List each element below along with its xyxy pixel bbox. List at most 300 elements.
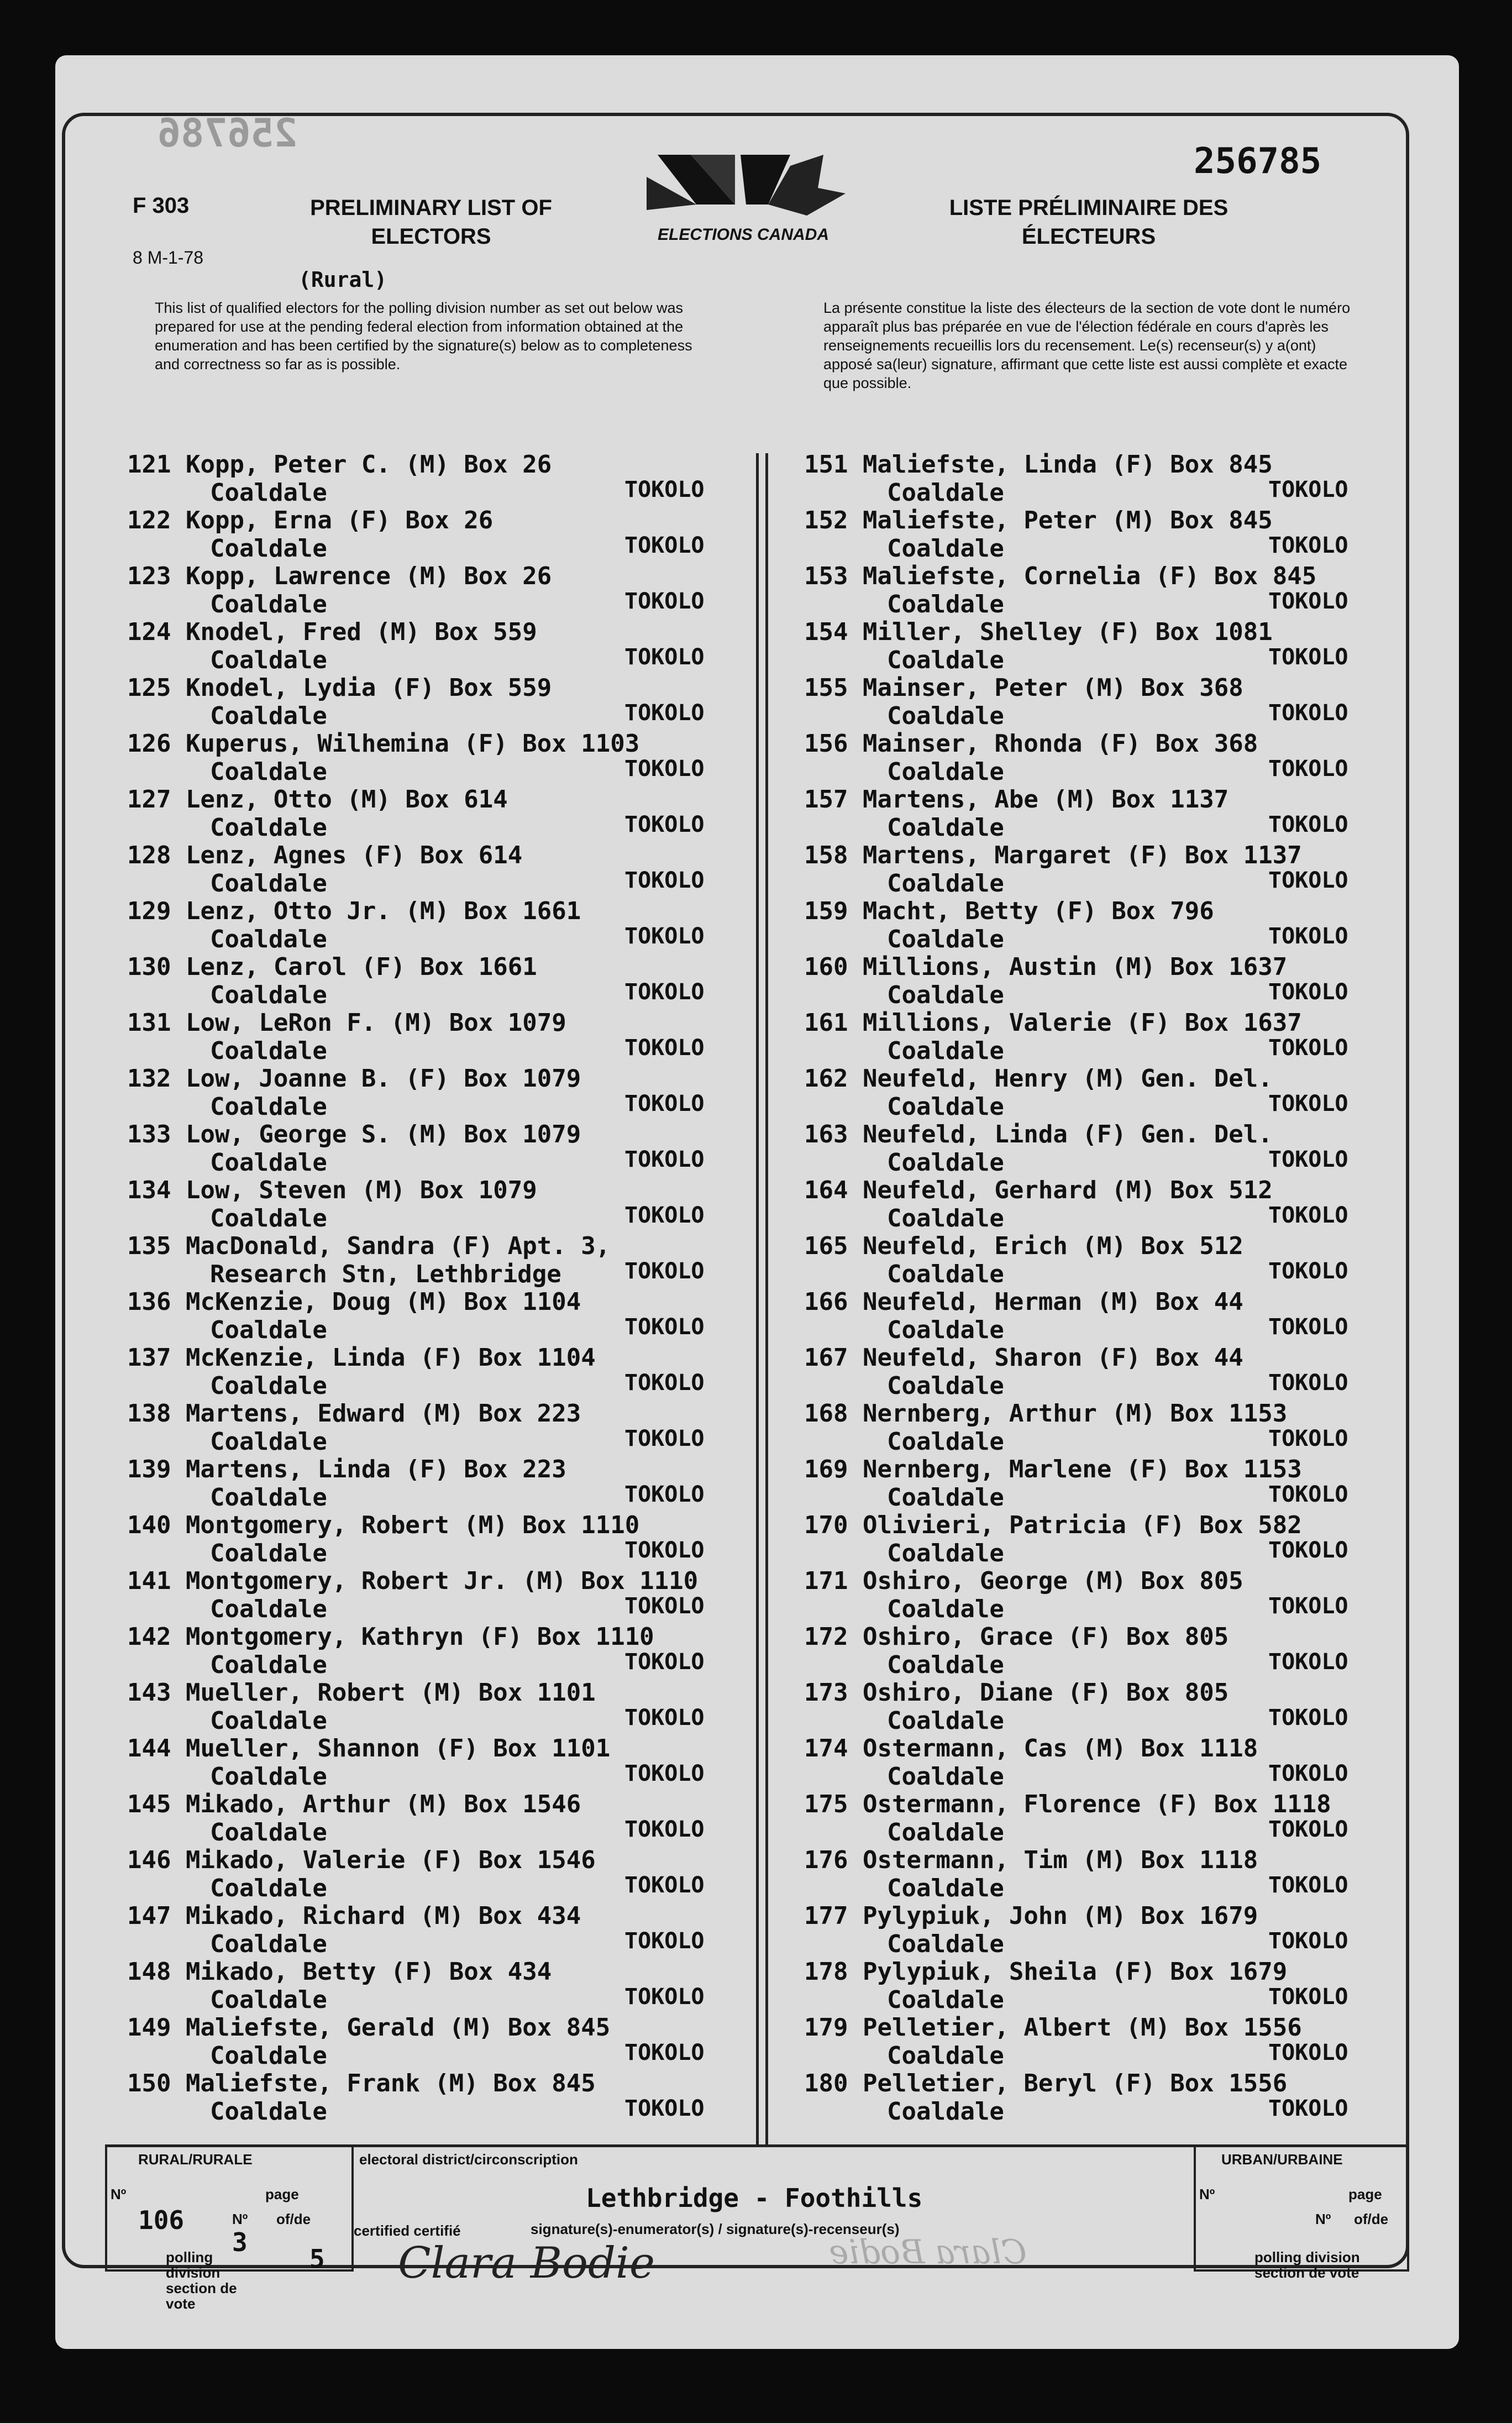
elector-entry xyxy=(804,2069,1287,2126)
poll-tag: TOKOLO xyxy=(624,1873,705,1898)
poll-tag: TOKOLO xyxy=(1268,477,1348,502)
elector-entry xyxy=(127,953,537,1009)
poll-tag: TOKOLO xyxy=(624,1761,705,1786)
elector-details: Maliefste, Frank (M) Box 845 xyxy=(185,2069,596,2097)
elector-entry xyxy=(804,1120,1273,1177)
elector-place: Research Stn, Lethbridge xyxy=(210,1260,561,1288)
elector-name: 125 xyxy=(127,674,171,702)
elector-place: Coaldale xyxy=(210,646,327,674)
elector-name: 147 xyxy=(127,1902,171,1930)
elector-details: Knodel, Lydia (F) Box 559 xyxy=(185,674,552,702)
poll-tag: TOKOLO xyxy=(1268,924,1348,949)
elector-place: Coaldale xyxy=(887,1037,1004,1065)
elector-name: 129 xyxy=(127,897,171,925)
elector-entry xyxy=(127,1399,581,1456)
elector-entry xyxy=(127,674,552,730)
elector-place: Coaldale xyxy=(887,1595,1004,1623)
elector-place: Coaldale xyxy=(210,1595,327,1623)
elector-name: 123 xyxy=(127,562,171,590)
poll-tag: TOKOLO xyxy=(1268,1984,1348,2010)
elector-name: 140 xyxy=(127,1511,171,1539)
polling-division-label: polling division section de vote xyxy=(166,2249,237,2312)
elector-place: Coaldale xyxy=(210,1372,327,1400)
elector-name: 156 xyxy=(804,730,848,758)
rural-label: RURAL/RURALE xyxy=(138,2151,253,2168)
poll-tag: TOKOLO xyxy=(624,1091,705,1116)
poll-tag: TOKOLO xyxy=(1268,1147,1348,1172)
poll-tag: TOKOLO xyxy=(1268,1873,1348,1898)
elector-details: Mueller, Robert (M) Box 1101 xyxy=(185,1679,596,1707)
elector-details: Montgomery, Robert (M) Box 1110 xyxy=(185,1511,640,1539)
page-total: 5 xyxy=(309,2244,325,2274)
elector-name: 179 xyxy=(804,2013,848,2042)
elector-place: Coaldale xyxy=(887,1539,1004,1567)
elector-name: 174 xyxy=(804,1734,848,1763)
elector-place: Coaldale xyxy=(210,2042,327,2070)
elector-place: Coaldale xyxy=(210,1204,327,1233)
elector-details: Martens, Linda (F) Box 223 xyxy=(185,1455,566,1483)
signature-caption: signature(s)-enumerator(s) / signature(s)-recenseur(s) xyxy=(531,2221,900,2237)
elector-details: Mikado, Arthur (M) Box 1546 xyxy=(185,1790,581,1818)
elector-details: Low, George S. (M) Box 1079 xyxy=(185,1120,581,1148)
elector-entry xyxy=(127,562,552,618)
poll-tag: TOKOLO xyxy=(624,1984,705,2010)
elector-details: Mueller, Shannon (F) Box 1101 xyxy=(185,1734,611,1763)
elector-place: Coaldale xyxy=(887,2042,1004,2070)
elector-details: Maliefste, Peter (M) Box 845 xyxy=(862,506,1273,534)
poll-tag: TOKOLO xyxy=(1268,644,1348,670)
elector-place: Coaldale xyxy=(887,869,1004,898)
elector-place: Coaldale xyxy=(210,2097,327,2126)
elector-name: 177 xyxy=(804,1902,848,1930)
poll-tag: TOKOLO xyxy=(624,756,705,782)
elector-place: Coaldale xyxy=(887,814,1004,842)
elector-entry xyxy=(127,1344,596,1400)
elector-place: Coaldale xyxy=(887,981,1004,1009)
elector-entry xyxy=(127,1958,552,2014)
elector-name: 141 xyxy=(127,1567,171,1595)
poll-tag: TOKOLO xyxy=(1268,533,1348,558)
elector-details: Maliefste, Cornelia (F) Box 845 xyxy=(862,562,1317,590)
elector-name: 137 xyxy=(127,1344,171,1372)
elector-name: 126 xyxy=(127,730,171,758)
elector-entry xyxy=(804,506,1273,563)
poll-tag: TOKOLO xyxy=(1268,1314,1348,1340)
elector-details: Oshiro, Diane (F) Box 805 xyxy=(862,1679,1229,1707)
elector-name: 131 xyxy=(127,1009,171,1037)
intro-french: La présente constitue la liste des électeurs de la section de vote dont le numéro apparaît plus bas préparée en vue de l'élection fédérale en cours d'après les renseignements recueillis lors du recensement. Le(s) recenseur(s) y a(ont) apposé sa(leur) signature, affirmant que cette liste est aussi complète et exacte que possible. xyxy=(823,300,1351,391)
elector-name: 127 xyxy=(127,785,171,814)
of-label: of/de xyxy=(276,2211,311,2227)
elector-entry xyxy=(127,1679,596,1735)
elector-place: Coaldale xyxy=(210,702,327,730)
poll-tag: TOKOLO xyxy=(624,1928,705,1954)
elector-entry xyxy=(127,730,639,786)
elector-name: 134 xyxy=(127,1176,171,1204)
elector-details: Neufeld, Sharon (F) Box 44 xyxy=(862,1344,1243,1372)
elector-details: Martens, Abe (M) Box 1137 xyxy=(862,785,1229,814)
elector-name: 175 xyxy=(804,1790,848,1818)
elector-name: 164 xyxy=(804,1176,848,1204)
elector-name: 135 xyxy=(127,1232,171,1260)
elector-place: Coaldale xyxy=(887,1651,1004,1679)
elector-place: Coaldale xyxy=(887,1874,1004,1902)
elector-details: Mikado, Betty (F) Box 434 xyxy=(185,1958,552,1986)
elector-place: Coaldale xyxy=(887,479,1004,507)
elector-place: Coaldale xyxy=(210,534,327,563)
elector-details: Knodel, Fred (M) Box 559 xyxy=(185,618,537,646)
elector-name: 124 xyxy=(127,618,171,646)
elector-place: Coaldale xyxy=(887,1986,1004,2014)
elector-name: 128 xyxy=(127,841,171,869)
elector-entry xyxy=(804,841,1302,898)
elector-entry xyxy=(804,674,1243,730)
form-number: F 303 xyxy=(133,193,190,218)
elector-entry xyxy=(127,2013,610,2070)
poll-tag: TOKOLO xyxy=(1268,1649,1348,1675)
poll-tag: TOKOLO xyxy=(624,1426,705,1451)
elector-name: 162 xyxy=(804,1064,848,1093)
elector-details: Millions, Austin (M) Box 1637 xyxy=(862,953,1288,981)
poll-tag: TOKOLO xyxy=(624,924,705,949)
elector-name: 161 xyxy=(804,1009,848,1037)
elector-entry xyxy=(804,1455,1302,1512)
elector-place: Coaldale xyxy=(210,1037,327,1065)
elector-name: 176 xyxy=(804,1846,848,1874)
elector-name: 150 xyxy=(127,2069,171,2097)
elector-details: Lenz, Otto Jr. (M) Box 1661 xyxy=(185,897,581,925)
poll-tag: TOKOLO xyxy=(624,1817,705,1842)
elector-entry xyxy=(804,785,1229,842)
elector-details: Maliefste, Gerald (M) Box 845 xyxy=(185,2013,611,2042)
polling-division-number: 106 xyxy=(138,2205,185,2235)
elector-details: Mikado, Valerie (F) Box 1546 xyxy=(185,1846,596,1874)
poll-tag: TOKOLO xyxy=(624,1147,705,1172)
elector-place: Coaldale xyxy=(210,758,327,786)
signature-bleed: Clara Bodie xyxy=(829,2233,1027,2272)
elector-place: Coaldale xyxy=(887,1372,1004,1400)
elector-entry xyxy=(804,1176,1273,1233)
elector-name: 122 xyxy=(127,506,171,534)
elector-place: Coaldale xyxy=(887,646,1004,674)
elector-details: Low, LeRon F. (M) Box 1079 xyxy=(185,1009,566,1037)
elector-name: 148 xyxy=(127,1958,171,1986)
elector-details: Neufeld, Gerhard (M) Box 512 xyxy=(862,1176,1273,1204)
elector-place: Coaldale xyxy=(887,1148,1004,1177)
elector-name: 136 xyxy=(127,1288,171,1316)
elector-entry xyxy=(804,1399,1287,1456)
poll-tag: TOKOLO xyxy=(1268,700,1348,726)
elector-name: 159 xyxy=(804,897,848,925)
elector-place: Coaldale xyxy=(210,869,327,898)
elector-name: 167 xyxy=(804,1344,848,1372)
elector-details: Miller, Shelley (F) Box 1081 xyxy=(862,618,1273,646)
elector-name: 138 xyxy=(127,1399,171,1428)
elector-name: 168 xyxy=(804,1399,848,1428)
elector-name: 149 xyxy=(127,2013,171,2042)
elector-name: 145 xyxy=(127,1790,171,1818)
elector-entry xyxy=(804,450,1273,507)
elector-details: Lenz, Otto (M) Box 614 xyxy=(185,785,508,814)
poll-tag: TOKOLO xyxy=(1268,812,1348,837)
elector-name: 170 xyxy=(804,1511,848,1539)
poll-tag: TOKOLO xyxy=(1268,1482,1348,1507)
elector-place: Coaldale xyxy=(887,925,1004,953)
elector-entry xyxy=(804,1734,1258,1791)
poll-tag: TOKOLO xyxy=(1268,868,1348,893)
elector-place: Coaldale xyxy=(887,758,1004,786)
form-date: 8 M-1-78 xyxy=(133,248,204,268)
elector-details: Neufeld, Erich (M) Box 512 xyxy=(862,1232,1243,1260)
elector-place: Coaldale xyxy=(887,1483,1004,1512)
elector-details: Kopp, Peter C. (M) Box 26 xyxy=(185,450,552,479)
elector-details: Oshiro, Grace (F) Box 805 xyxy=(862,1623,1229,1651)
poll-tag: TOKOLO xyxy=(624,1314,705,1340)
elector-entry xyxy=(127,841,522,898)
elector-entry xyxy=(127,1511,639,1567)
elector-entry xyxy=(127,1846,596,1902)
elector-entry xyxy=(804,618,1273,674)
elector-details: Pelletier, Beryl (F) Box 1556 xyxy=(862,2069,1288,2097)
elector-name: 151 xyxy=(804,450,848,479)
elector-details: Neufeld, Linda (F) Gen. Del. xyxy=(862,1120,1273,1148)
elector-details: Pylypiuk, John (M) Box 1679 xyxy=(862,1902,1258,1930)
elector-entry xyxy=(127,506,493,563)
poll-tag: TOKOLO xyxy=(624,812,705,837)
elector-name: 146 xyxy=(127,1846,171,1874)
elector-entry xyxy=(127,1734,610,1791)
elector-entry xyxy=(127,1455,566,1512)
poll-tag: TOKOLO xyxy=(624,1649,705,1675)
elector-name: 158 xyxy=(804,841,848,869)
poll-tag: TOKOLO xyxy=(624,2040,705,2065)
elector-place: Coaldale xyxy=(210,1707,327,1735)
elector-place: Coaldale xyxy=(887,1428,1004,1456)
elector-place: Coaldale xyxy=(887,534,1004,563)
elector-place: Coaldale xyxy=(210,814,327,842)
poll-tag: TOKOLO xyxy=(1268,1370,1348,1396)
elector-name: 171 xyxy=(804,1567,848,1595)
elector-details: Mainser, Peter (M) Box 368 xyxy=(862,674,1243,702)
elector-name: 153 xyxy=(804,562,848,590)
elector-name: 143 xyxy=(127,1679,171,1707)
poll-tag: TOKOLO xyxy=(624,644,705,670)
elector-place: Coaldale xyxy=(887,1818,1004,1847)
elector-details: Neufeld, Henry (M) Gen. Del. xyxy=(862,1064,1273,1093)
elector-details: Martens, Edward (M) Box 223 xyxy=(185,1399,581,1428)
elector-details: Lenz, Carol (F) Box 1661 xyxy=(185,953,537,981)
elector-name: 142 xyxy=(127,1623,171,1651)
elector-name: 165 xyxy=(804,1232,848,1260)
title-french: LISTE PRÉLIMINAIRE DES ÉLECTEURS xyxy=(949,196,1229,249)
elector-details: Mainser, Rhonda (F) Box 368 xyxy=(862,730,1258,758)
district-caption: electoral district/circonscription xyxy=(359,2151,578,2168)
elector-entry xyxy=(127,1120,581,1177)
elector-entry xyxy=(804,2013,1302,2070)
elector-entry xyxy=(127,1567,698,1623)
column-divider xyxy=(765,453,768,2144)
polling-division-label: polling division section de vote xyxy=(1254,2249,1360,2281)
serial-number-bleed: 256786 xyxy=(158,111,297,156)
poll-tag: TOKOLO xyxy=(1268,979,1348,1005)
poll-tag: TOKOLO xyxy=(1268,1426,1348,1451)
elector-name: 163 xyxy=(804,1120,848,1148)
poll-tag: TOKOLO xyxy=(1268,2096,1348,2121)
no-label: Nº xyxy=(1315,2211,1331,2227)
elector-name: 133 xyxy=(127,1120,171,1148)
poll-tag: TOKOLO xyxy=(624,979,705,1005)
elector-details: Kopp, Lawrence (M) Box 26 xyxy=(185,562,552,590)
poll-tag: TOKOLO xyxy=(1268,1761,1348,1786)
poll-tag: TOKOLO xyxy=(1268,1035,1348,1061)
elector-place: Coaldale xyxy=(210,1148,327,1177)
elector-name: 166 xyxy=(804,1288,848,1316)
elector-place: Coaldale xyxy=(210,981,327,1009)
page-label: page xyxy=(265,2186,299,2202)
elector-details: Lenz, Agnes (F) Box 614 xyxy=(185,841,523,869)
poll-tag: TOKOLO xyxy=(624,477,705,502)
elector-details: Montgomery, Kathryn (F) Box 1110 xyxy=(185,1623,654,1651)
elector-place: Coaldale xyxy=(210,1483,327,1512)
elector-entry xyxy=(804,1009,1302,1065)
elector-entry xyxy=(804,730,1258,786)
elector-entry xyxy=(804,1958,1287,2014)
poll-tag: TOKOLO xyxy=(624,1705,705,1730)
elector-details: Macht, Betty (F) Box 796 xyxy=(862,897,1214,925)
elector-entry xyxy=(127,897,581,953)
elector-name: 154 xyxy=(804,618,848,646)
elector-name: 152 xyxy=(804,506,848,534)
elector-details: Mikado, Richard (M) Box 434 xyxy=(185,1902,581,1930)
elector-place: Coaldale xyxy=(887,1930,1004,1958)
elector-place: Coaldale xyxy=(210,1093,327,1121)
rural-label: (Rural) xyxy=(298,268,387,292)
elector-entry xyxy=(804,1679,1229,1735)
elector-details: Oshiro, George (M) Box 805 xyxy=(862,1567,1243,1595)
no-label: Nº xyxy=(111,2186,127,2202)
elector-name: 173 xyxy=(804,1679,848,1707)
elector-details: Nernberg, Arthur (M) Box 1153 xyxy=(862,1399,1288,1428)
elector-entry xyxy=(127,785,508,842)
elector-entry xyxy=(127,618,537,674)
elector-entry xyxy=(804,1623,1229,1679)
elector-name: 139 xyxy=(127,1455,171,1483)
elector-name: 130 xyxy=(127,953,171,981)
poll-tag: TOKOLO xyxy=(624,1538,705,1563)
poll-tag: TOKOLO xyxy=(1268,1705,1348,1730)
intro-english: This list of qualified electors for the polling division number as set out below was prepared for use at the pending federal election from information obtained at the enumeration and has been certified by the signature(s) below as to completeness and correctness so far as is possible. xyxy=(155,300,692,373)
elector-entry xyxy=(127,2069,596,2126)
elector-name: 132 xyxy=(127,1064,171,1093)
elector-place: Coaldale xyxy=(210,590,327,618)
elector-details: McKenzie, Doug (M) Box 1104 xyxy=(185,1288,581,1316)
elector-entry xyxy=(804,1790,1331,1847)
elector-details: Millions, Valerie (F) Box 1637 xyxy=(862,1009,1302,1037)
elector-place: Coaldale xyxy=(887,2097,1004,2126)
poll-tag: TOKOLO xyxy=(624,1593,705,1619)
elector-entry xyxy=(804,897,1214,953)
elector-place: Coaldale xyxy=(210,925,327,953)
elector-place: Coaldale xyxy=(887,1763,1004,1791)
elector-details: Ostermann, Florence (F) Box 1118 xyxy=(862,1790,1331,1818)
elector-entry xyxy=(804,562,1316,618)
elector-entry xyxy=(127,1009,566,1065)
poll-tag: TOKOLO xyxy=(624,1203,705,1228)
elector-name: 169 xyxy=(804,1455,848,1483)
poll-tag: TOKOLO xyxy=(1268,1203,1348,1228)
elector-entry xyxy=(127,1902,581,1958)
elector-place: Coaldale xyxy=(210,1651,327,1679)
elector-place: Coaldale xyxy=(887,1093,1004,1121)
elector-place: Coaldale xyxy=(210,1316,327,1344)
elector-entry xyxy=(804,1846,1258,1902)
elector-entry xyxy=(804,1902,1258,1958)
elector-place: Coaldale xyxy=(887,590,1004,618)
elector-details: Maliefste, Linda (F) Box 845 xyxy=(862,450,1273,479)
elector-entry xyxy=(804,1288,1243,1344)
elector-place: Coaldale xyxy=(210,1539,327,1567)
elector-details: Neufeld, Herman (M) Box 44 xyxy=(862,1288,1243,1316)
poll-tag: TOKOLO xyxy=(624,1258,705,1284)
elector-entry xyxy=(804,1567,1243,1623)
column-divider xyxy=(756,453,759,2144)
poll-tag: TOKOLO xyxy=(624,533,705,558)
elector-details: Olivieri, Patricia (F) Box 582 xyxy=(862,1511,1302,1539)
poll-tag: TOKOLO xyxy=(1268,1258,1348,1284)
enumerator-signature: Clara Bodie xyxy=(398,2238,655,2288)
poll-tag: TOKOLO xyxy=(1268,1928,1348,1954)
poll-tag: TOKOLO xyxy=(1268,1593,1348,1619)
elector-place: Coaldale xyxy=(887,1707,1004,1735)
poll-tag: TOKOLO xyxy=(624,589,705,614)
elector-place: Coaldale xyxy=(887,1260,1004,1288)
serial-number: 256785 xyxy=(1194,141,1322,182)
elector-entry xyxy=(127,1176,537,1233)
elector-entry xyxy=(804,1232,1243,1288)
elector-entry xyxy=(804,1511,1302,1567)
elector-details: Kuperus, Wilhemina (F) Box 1103 xyxy=(185,730,640,758)
elector-place: Coaldale xyxy=(210,1818,327,1847)
poll-tag: TOKOLO xyxy=(1268,1538,1348,1563)
elector-place: Coaldale xyxy=(210,1874,327,1902)
elector-details: MacDonald, Sandra (F) Apt. 3, xyxy=(185,1232,611,1260)
elector-details: McKenzie, Linda (F) Box 1104 xyxy=(185,1344,596,1372)
urban-label: URBAN/URBAINE xyxy=(1221,2151,1343,2168)
elector-entry xyxy=(804,953,1287,1009)
elector-details: Martens, Margaret (F) Box 1137 xyxy=(862,841,1302,869)
elector-name: 180 xyxy=(804,2069,848,2097)
poll-tag: TOKOLO xyxy=(1268,756,1348,782)
poll-tag: TOKOLO xyxy=(1268,1817,1348,1842)
elector-place: Coaldale xyxy=(210,1428,327,1456)
elector-entry xyxy=(127,1288,581,1344)
elector-place: Coaldale xyxy=(210,1930,327,1958)
logo-text: ELECTIONS CANADA xyxy=(657,225,829,244)
elector-place: Coaldale xyxy=(887,702,1004,730)
elector-name: 172 xyxy=(804,1623,848,1651)
no-label: Nº xyxy=(1199,2186,1215,2202)
elector-place: Coaldale xyxy=(210,479,327,507)
elector-details: Pelletier, Albert (M) Box 1556 xyxy=(862,2013,1302,2042)
elector-name: 157 xyxy=(804,785,848,814)
elector-name: 178 xyxy=(804,1958,848,1986)
elector-entry xyxy=(127,1064,581,1121)
poll-tag: TOKOLO xyxy=(1268,589,1348,614)
elector-details: Ostermann, Tim (M) Box 1118 xyxy=(862,1846,1258,1874)
page-label: page xyxy=(1348,2186,1382,2202)
elector-details: Low, Steven (M) Box 1079 xyxy=(185,1176,537,1204)
poll-tag: TOKOLO xyxy=(624,1482,705,1507)
